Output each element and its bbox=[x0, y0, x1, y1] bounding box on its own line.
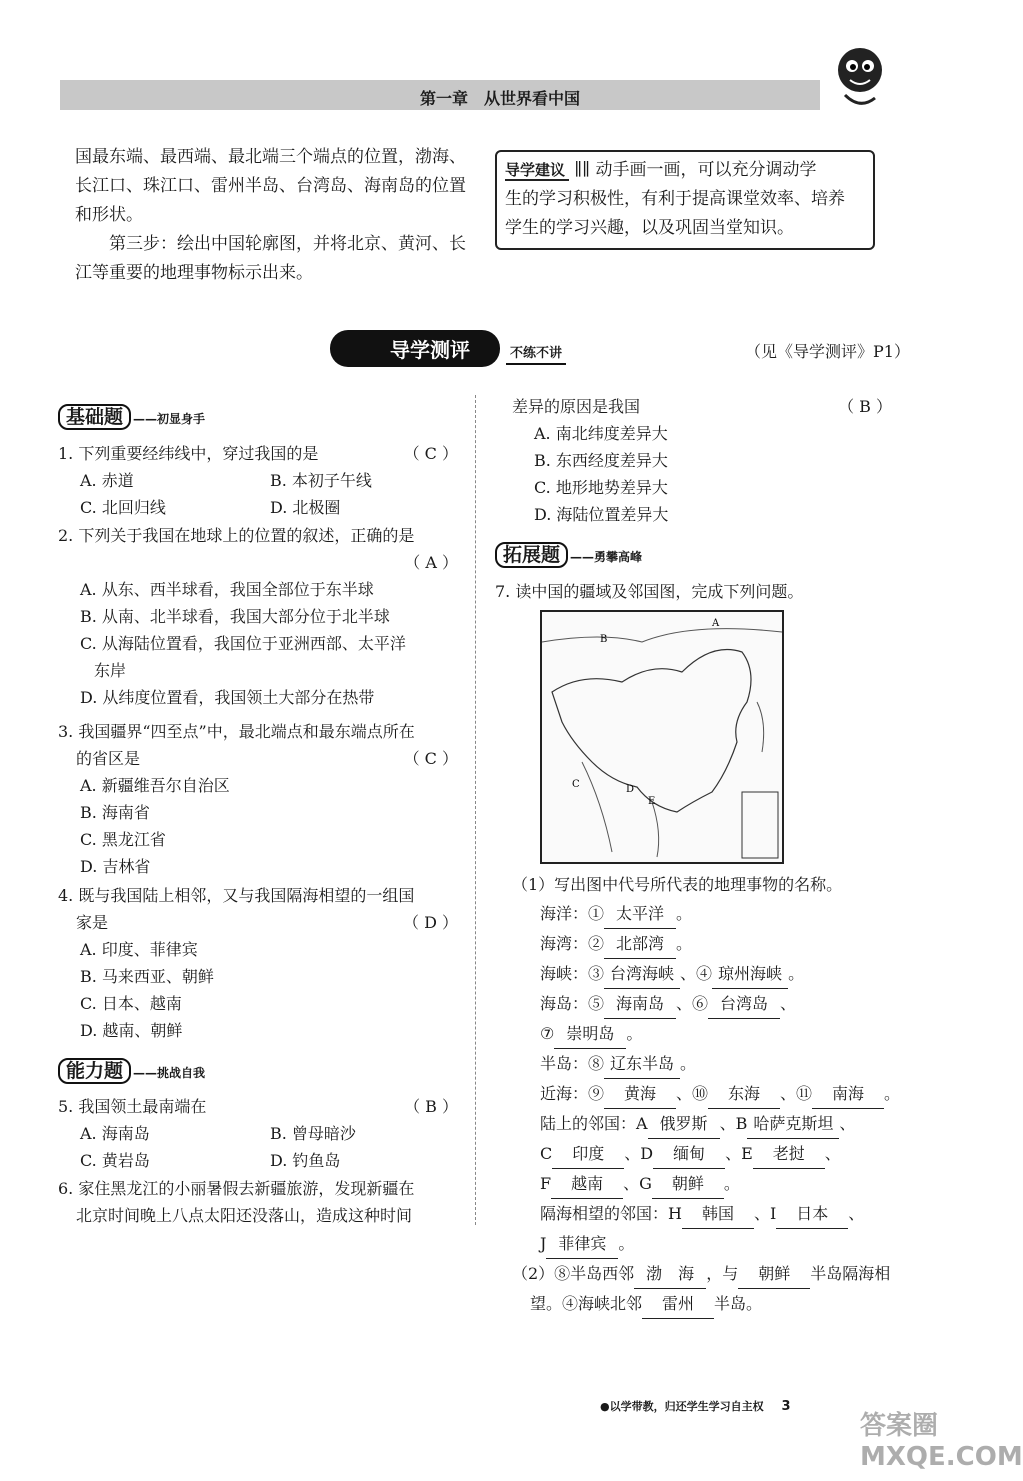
answer-north-peninsula: 雷州 bbox=[642, 1289, 714, 1319]
section-title: 导学测评 bbox=[330, 330, 500, 367]
answer-g: 朝鲜 bbox=[652, 1169, 724, 1199]
answer-j: 菲律宾 bbox=[546, 1229, 618, 1259]
advice-label: 导学建议 bbox=[505, 161, 569, 181]
answer-sea-9: 黄海 bbox=[604, 1079, 676, 1109]
map-label-e: E bbox=[648, 796, 656, 807]
answer-sea-10: 东海 bbox=[708, 1079, 780, 1109]
map-label-c: C bbox=[572, 779, 580, 790]
question-6-start: 6. 家住黑龙江的小丽暑假去新疆旅游，发现新疆在 北京时间晚上八点太阳还没落山，造成这种时间 bbox=[58, 1179, 415, 1225]
footer-slogan: ●以学带教，归还学生学习自主权 3 bbox=[600, 1399, 791, 1414]
answer-d: 缅甸 bbox=[653, 1139, 725, 1169]
question-4: 4. 既与我国陆上相邻，又与我国隔海相望的一组国 家是 （ D ） A. 印度、菲律宾 B. 马来西亚、朝鲜 C. 日本、越南 D. 越南、朝鲜 bbox=[58, 886, 458, 1040]
intro-paragraph: 国最东端、最西端、最北端三个端点的位置，渤海、 长江口、珠江口、雷州半岛、台湾岛、海南岛的位置 和形状。 第三步：绘出中国轮廓图，并将北京、黄河、长 江等重要的地理事物标示出来。 bbox=[75, 147, 466, 283]
section-reference: （见《导学测评》P1） bbox=[745, 342, 910, 361]
answer-ocean: 太平洋 bbox=[604, 899, 676, 929]
question-3: 3. 我国疆界“四至点”中，最北端点和最东端点所在 的省区是 （ C ） A. 新疆维吾尔自治区 B. 海南省 C. 黑龙江省 D. 吉林省 bbox=[58, 722, 458, 876]
map-label-b: B bbox=[600, 634, 608, 645]
answer-c: 印度 bbox=[552, 1139, 624, 1169]
map-label-a: A bbox=[712, 618, 720, 629]
question-5: 5. 我国领土最南端在 （ B ） A. 海南岛 B. 曾母暗沙 C. 黄岩岛 D. 钓鱼岛 bbox=[58, 1097, 458, 1170]
map-label-d: D bbox=[626, 784, 635, 795]
question-2: 2. 下列关于我国在地球上的位置的叙述，正确的是 （ A ） A. 从东、西半球看，我国全部位于东半球 B. 从南、北半球看，我国大部分位于北半球 C. 从海陆位置看，我国位于亚洲西部、太平洋 东岸 D. 从纬度位置看，我国领土大部分在热带 bbox=[58, 526, 458, 707]
basic-tag: 基础题 ——初显身手 bbox=[58, 402, 205, 429]
answer-e: 老挝 bbox=[753, 1139, 825, 1169]
answer-a: 俄罗斯 bbox=[648, 1109, 720, 1139]
chapter-title: 第一章 从世界看中国 bbox=[419, 89, 580, 108]
answer-west-sea: 渤 海 bbox=[634, 1259, 706, 1289]
answer-bay: 北部湾 bbox=[604, 929, 676, 959]
answer-f: 越南 bbox=[551, 1169, 623, 1199]
question-6-cont: 差异的原因是我国 （ B ） A. 南北纬度差异大 B. 东西经度差异大 C. 地形地势差异大 D. 海陆位置差异大 bbox=[512, 397, 892, 524]
answer-peninsula: 辽东半岛 bbox=[604, 1049, 680, 1079]
answer-island-5: 海南岛 bbox=[604, 989, 676, 1019]
question-7-answers: （1）写出图中代号所代表的地理事物的名称。 海洋：① 太平洋 。 海湾：② 北部湾 。 海峡：③ 台湾海峡 、④ 琼州海峡 。 海岛：⑤ 海南岛 、⑥ 台湾岛 、 ⑦ 崇明岛 。 半岛：⑧ 辽东半岛 。 近海：⑨ 黄海 、⑩ 东海 、⑪ 南海 。 陆上的邻国：A 俄罗斯 、B 哈萨克斯坦 、 C 印度 、D 缅甸 、E 老挝 、 F 越南 、G 朝鲜 。 隔海相望的邻国：H 韩国 、I 日本 、 J 菲律宾 。 （2）⑧半岛西邻 渤 海 ，与 朝鲜 半岛隔海相 望。④海峡北邻 雷州 半岛。 bbox=[512, 870, 912, 1319]
watermark: 答案圈 MXQE.COM bbox=[860, 1411, 1023, 1472]
ability-tag: 能力题 ——挑战自我 bbox=[58, 1056, 205, 1083]
column-divider bbox=[475, 395, 476, 1225]
advice-box: 导学建议 ∥∥ 动手画一画，可以充分调动学 生的学习积极性，有利于提高课堂效率、培养 学生的学习兴趣，以及巩固当堂知识。 bbox=[495, 150, 875, 250]
answer-island-7: 崇明岛 bbox=[554, 1019, 626, 1049]
answer-i: 日本 bbox=[776, 1199, 848, 1229]
answer-facing-peninsula: 朝鲜 bbox=[738, 1259, 810, 1289]
question-7: 7. 读中国的疆域及邻国图，完成下列问题。 bbox=[495, 582, 804, 601]
answer-island-6: 台湾岛 bbox=[708, 989, 780, 1019]
china-map bbox=[540, 610, 784, 864]
answer-b: 哈萨克斯坦 bbox=[747, 1109, 839, 1139]
extend-tag: 拓展题 ——勇攀高峰 bbox=[495, 540, 642, 567]
answer-strait-3: 台湾海峡 bbox=[604, 959, 680, 989]
page-number: 3 bbox=[781, 1399, 791, 1414]
mascot-icon bbox=[830, 40, 890, 114]
section-title-bar bbox=[330, 330, 566, 367]
question-1: 1. 下列重要经纬线中，穿过我国的是 （ C ） A. 赤道 B. 本初子午线 C. 北回归线 D. 北极圈 bbox=[58, 444, 458, 517]
answer-h: 韩国 bbox=[682, 1199, 754, 1229]
section-subtitle: 不练不讲 bbox=[506, 346, 566, 365]
answer-sea-11: 南海 bbox=[812, 1079, 884, 1109]
answer-strait-4: 琼州海峡 bbox=[712, 959, 788, 989]
